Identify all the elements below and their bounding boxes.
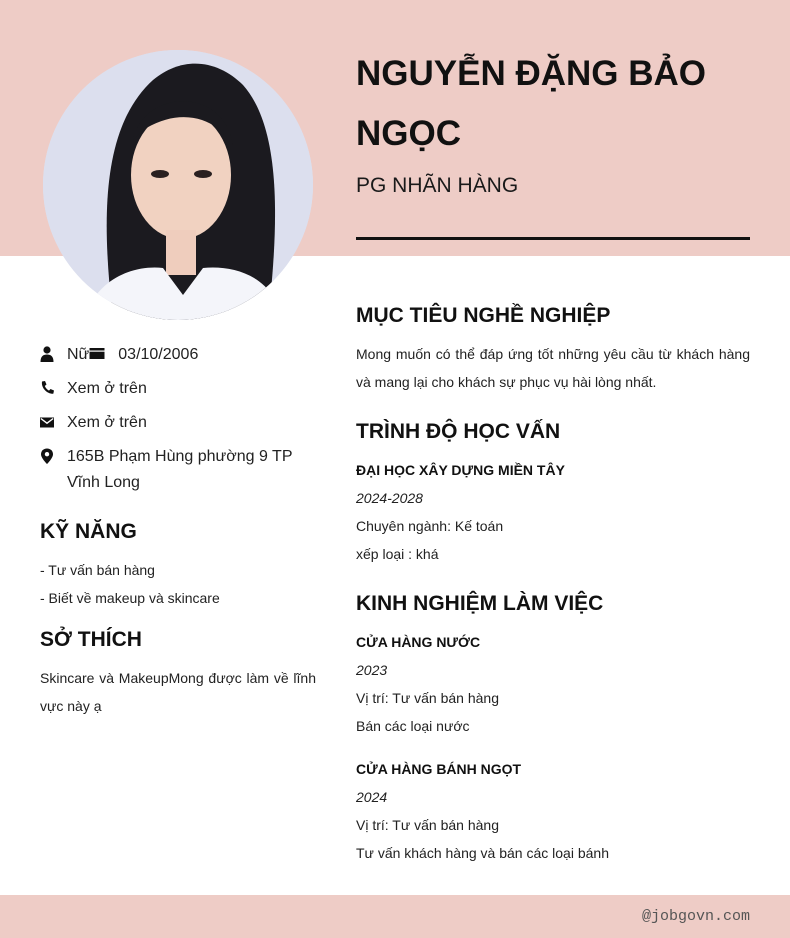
company-name: CỬA HÀNG BÁNH NGỌT bbox=[356, 761, 522, 777]
experience-position: Vị trí: Tư vấn bán hàng bbox=[356, 817, 499, 833]
experience-item bbox=[356, 628, 750, 740]
experience-position: Vị trí: Tư vấn bán hàng bbox=[356, 690, 499, 706]
birthdate-value: 03/10/2006 bbox=[118, 346, 199, 363]
birthdate-item bbox=[89, 342, 198, 368]
experience-description: Tư vấn khách hàng và bán các loại bánh bbox=[356, 845, 609, 861]
address-row bbox=[40, 444, 316, 496]
objective-heading: MỤC TIÊU NGHỀ NGHIỆP bbox=[356, 304, 611, 327]
skill-item: - Biết về makeup và skincare bbox=[40, 590, 220, 606]
email-value: Xem ở trên bbox=[67, 414, 147, 431]
candidate-name: NGUYỄN ĐẶNG BẢO NGỌC bbox=[356, 54, 707, 153]
experience-item bbox=[356, 755, 750, 867]
email-row bbox=[40, 410, 316, 436]
experience-description: Bán các loại nước bbox=[356, 718, 470, 734]
education-heading: TRÌNH ĐỘ HỌC VẤN bbox=[356, 420, 561, 443]
education-major: Chuyên ngành: Kế toán bbox=[356, 518, 504, 534]
location-icon bbox=[40, 448, 54, 464]
phone-icon bbox=[40, 380, 54, 396]
person-icon bbox=[40, 346, 54, 362]
experience-year: 2023 bbox=[356, 662, 388, 678]
header-divider bbox=[356, 237, 750, 240]
school-name: ĐẠI HỌC XÂY DỰNG MIỀN TÂY bbox=[356, 462, 565, 478]
profile-photo bbox=[43, 50, 313, 320]
gender-value: Nữ bbox=[67, 346, 90, 363]
experience-year: 2024 bbox=[356, 789, 388, 805]
gender-birth-row bbox=[40, 342, 316, 368]
education-rank: xếp loại : khá bbox=[356, 546, 439, 562]
objective-text: Mong muốn có thể đáp ứng tốt những yêu cầu từ khách hàng và mang lại cho khách sự phục vụ hài lòng nhất. bbox=[356, 346, 750, 390]
education-period: 2024-2028 bbox=[356, 490, 423, 506]
calendar-icon bbox=[89, 346, 105, 362]
phone-row bbox=[40, 376, 316, 402]
phone-value: Xem ở trên bbox=[67, 380, 147, 397]
skills-heading: KỸ NĂNG bbox=[40, 520, 137, 543]
hobbies-heading: SỞ THÍCH bbox=[40, 628, 142, 651]
gender-item bbox=[40, 342, 89, 368]
company-name: CỬA HÀNG NƯỚC bbox=[356, 634, 481, 650]
right-column bbox=[356, 302, 750, 867]
address-value: 165B Phạm Hùng phường 9 TP Vĩnh Long bbox=[67, 448, 293, 491]
watermark-text: @jobgovn.com bbox=[641, 908, 750, 925]
email-icon bbox=[40, 414, 54, 430]
job-title: PG NHÃN HÀNG bbox=[356, 174, 519, 197]
left-column bbox=[40, 342, 316, 720]
hobbies-text: Skincare và MakeupMong được làm về lĩnh vực này ạ bbox=[40, 670, 316, 714]
experience-heading: KINH NGHIỆM LÀM VIỆC bbox=[356, 592, 604, 615]
skill-item: - Tư vấn bán hàng bbox=[40, 562, 155, 578]
